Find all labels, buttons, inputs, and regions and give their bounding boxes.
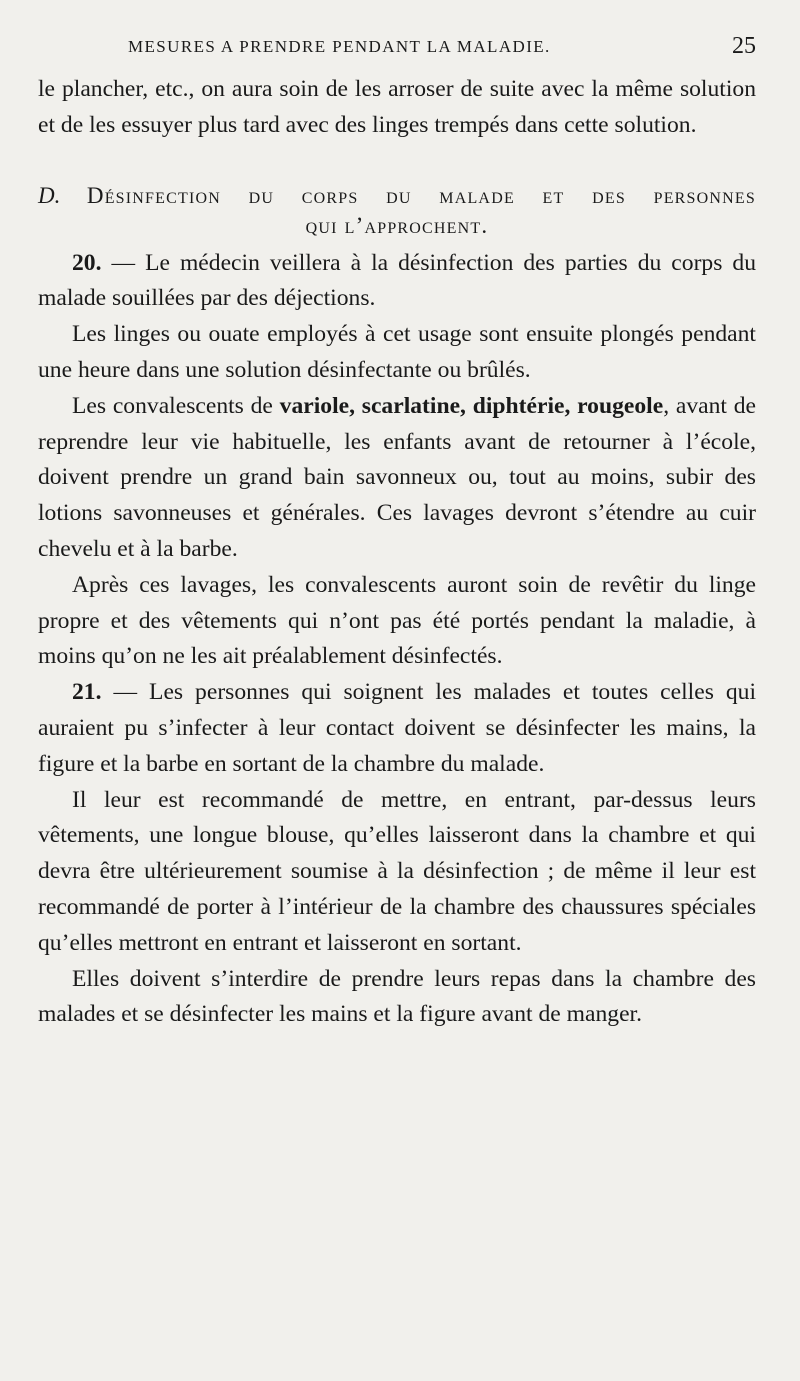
section-title-line-1: Désinfection du corps du malade et des personnes — [86, 182, 756, 208]
text-run: Les convalescents de — [72, 392, 280, 419]
paragraph-number: 21. — [72, 679, 102, 706]
paragraph-text: — Le médecin veillera à la désinfection des parties du corps du malade souillées par des déjections. — [38, 249, 756, 312]
paragraph-number: 20. — [72, 249, 102, 276]
section-letter: D. — [38, 182, 61, 208]
paragraph: Les linges ou ouate employés à cet usage sont ensuite plongés pendant une heure dans une solution désinfectante ou brûlés. — [38, 321, 756, 383]
disease-rougeole: rougeole — [577, 392, 664, 419]
disease-diphterie: diphtérie, — [472, 392, 571, 419]
text-run — [355, 393, 362, 419]
paragraph: Après ces lavages, les convalescents auront soin de revêtir du linge propre et des vêtements qui n’ont pas été portés pendant la maladie, à moins qu’on ne les ait préalablement désinfectés. — [38, 571, 756, 670]
paragraph-text: — Les personnes qui soignent les malades et toutes celles qui auraient pu s’infecter à leur contact doivent se désinfecter les mains, la figure et la barbe en sortant de la chambre du malade. — [38, 679, 756, 777]
paragraph: Il leur est recommandé de mettre, en entrant, par-dessus leurs vêtements, une longue blouse, qu’elles laisseront dans la chambre et qui devra être ultérieurement soumise à la désinfection ; de même il leur est recommandé de porter à l’intérieur de la chambre des chaussures spéciales qu’elles mettront en entrant et laisseront en sortant. — [38, 786, 756, 956]
paragraph-20 — [38, 246, 756, 318]
section-heading — [38, 182, 756, 239]
paragraph-convalescents — [38, 389, 756, 568]
text-run: , avant de reprendre leur vie habituelle, les enfants avant de retourner à l’école, doivent prendre un grand bain savonneux ou, tout au moins, subir des lotions savonneuses et générales. Ces lavages devront s’étendre au cuir chevelu et à la barbe. — [38, 392, 756, 562]
page-number: 25 — [732, 33, 756, 59]
disease-scarlatine: scarlatine, — [361, 392, 466, 419]
paragraph: Elles doivent s’interdire de prendre leurs repas dans la chambre des malades et se désinfecter les mains et la figure avant de manger. — [38, 965, 756, 1028]
body-text — [38, 72, 756, 1033]
text-run — [466, 393, 473, 419]
section-heading-line-1 — [38, 182, 756, 212]
running-header — [38, 33, 756, 63]
paragraph-21 — [38, 675, 756, 782]
running-title: MESURES A PRENDRE PENDANT LA MALADIE. — [128, 37, 551, 56]
paragraph-continuation: le plancher, etc., on aura soin de les arroser de suite avec la même solution et de les essuyer plus tard avec des linges trempés dans cette solution. — [38, 76, 756, 138]
section-title-line-2: qui l’approchent. — [305, 212, 489, 238]
disease-variole: variole, — [279, 392, 355, 419]
